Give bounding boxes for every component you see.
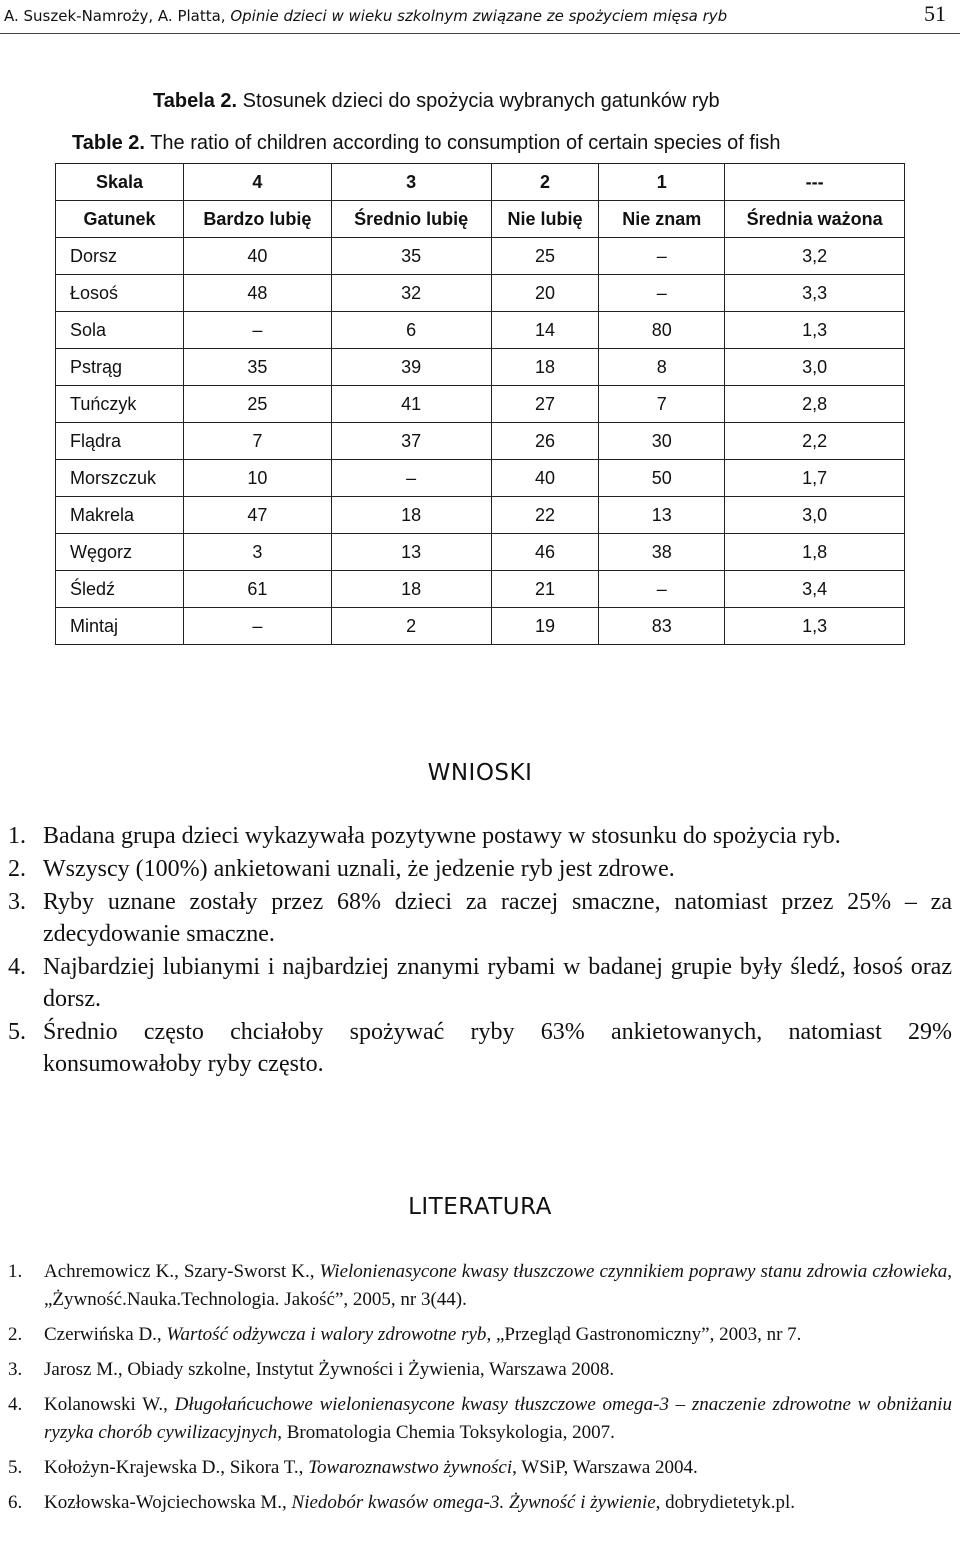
value-cell: 30 <box>599 423 725 460</box>
value-cell: 2 <box>331 608 491 645</box>
value-cell: – <box>183 608 331 645</box>
reference-source: , „Przegląd Gastronomiczny”, 2003, nr 7. <box>486 1324 802 1345</box>
value-cell: 7 <box>599 386 725 423</box>
value-cell: 2,2 <box>725 423 905 460</box>
table-row <box>56 534 905 571</box>
value-cell: 61 <box>183 571 331 608</box>
value-cell: 27 <box>491 386 599 423</box>
references-heading: LITERATURA <box>408 1194 552 1220</box>
value-cell: 3,2 <box>725 238 905 275</box>
table-title-pl: Stosunek dzieci do spożycia wybranych gatunków ryb <box>237 90 720 112</box>
value-cell: 22 <box>491 497 599 534</box>
value-cell: 3,0 <box>725 349 905 386</box>
reference-title: Towaroznawstwo żywności <box>308 1457 513 1478</box>
table-row <box>56 349 905 386</box>
header-cell: 3 <box>331 164 491 201</box>
conclusion-number: 5. <box>8 1019 26 1045</box>
value-cell: 19 <box>491 608 599 645</box>
reference-title: Długołańcuchowe wielonienasycone kwasy tłuszczowe omega-3 – znaczenie zdrowotne w obniżaniu ryzyka chorób cywilizacyjnych <box>44 1394 952 1443</box>
value-cell: 32 <box>331 275 491 312</box>
value-cell: – <box>183 312 331 349</box>
value-cell: 1,3 <box>725 312 905 349</box>
reference-item <box>8 1356 952 1384</box>
reference-item <box>8 1454 952 1482</box>
reference-item <box>8 1321 952 1349</box>
value-cell: 40 <box>183 238 331 275</box>
reference-number: 4. <box>8 1394 23 1415</box>
conclusion-text: Najbardziej lubianymi i najbardziej znanymi rybami w badanej grupie były śledź, łosoś oraz dorsz. <box>43 954 952 1012</box>
table-row <box>56 238 905 275</box>
value-cell: – <box>331 460 491 497</box>
reference-authors: Kozłowska-Wojciechowska M., <box>44 1492 292 1513</box>
running-head-title: Opinie dzieci w wieku szkolnym związane ze spożyciem mięsa ryb <box>230 7 728 25</box>
conclusion-item <box>8 951 952 1015</box>
conclusion-number: 1. <box>8 823 26 849</box>
value-cell: 3 <box>183 534 331 571</box>
table-row <box>56 497 905 534</box>
references-list <box>8 1258 952 1524</box>
reference-authors: Kołożyn-Krajewska D., Sikora T., <box>44 1457 309 1478</box>
value-cell: 18 <box>331 497 491 534</box>
reference-authors: Kolanowski W., <box>44 1394 175 1415</box>
header-cell: --- <box>725 164 905 201</box>
conclusion-text: Wszyscy (100%) ankietowani uznali, że jedzenie ryb jest zdrowe. <box>43 856 675 882</box>
conclusion-number: 4. <box>8 954 26 980</box>
value-cell: 14 <box>491 312 599 349</box>
reference-item <box>8 1391 952 1447</box>
reference-authors: Jarosz M., <box>44 1359 128 1380</box>
value-cell: 35 <box>183 349 331 386</box>
value-cell: 26 <box>491 423 599 460</box>
table-label-pl: Tabela 2. <box>153 90 238 112</box>
reference-source: , dobrydietetyk.pl. <box>655 1492 795 1513</box>
header-cell: Nie znam <box>599 201 725 238</box>
conclusion-text: Badana grupa dzieci wykazywała pozytywne postawy w stosunku do spożycia ryb. <box>43 823 841 849</box>
value-cell: 35 <box>331 238 491 275</box>
value-cell: 20 <box>491 275 599 312</box>
header-cell: 1 <box>599 164 725 201</box>
value-cell: 18 <box>491 349 599 386</box>
table-row <box>56 423 905 460</box>
header-cell: Średnia ważona <box>725 201 905 238</box>
value-cell: 37 <box>331 423 491 460</box>
species-cell: Morszczuk <box>56 460 184 497</box>
table-title-en: The ratio of children according to consumption of certain species of fish <box>145 132 781 154</box>
value-cell: 80 <box>599 312 725 349</box>
header-cell: Bardzo lubię <box>183 201 331 238</box>
value-cell: 48 <box>183 275 331 312</box>
header-cell: 2 <box>491 164 599 201</box>
species-cell: Pstrąg <box>56 349 184 386</box>
conclusion-text: Ryby uznane zostały przez 68% dzieci za raczej smaczne, natomiast przez 25% – za zdecydowanie smaczne. <box>43 889 952 947</box>
value-cell: 10 <box>183 460 331 497</box>
value-cell: 25 <box>183 386 331 423</box>
value-cell: – <box>599 571 725 608</box>
conclusions-list <box>8 820 952 1081</box>
header-cell: Średnio lubię <box>331 201 491 238</box>
value-cell: – <box>599 275 725 312</box>
conclusion-text: Średnio często chciałoby spożywać ryby 63% ankietowanych, natomiast 29% konsumowałoby ryby często. <box>43 1019 952 1077</box>
table-label-en: Table 2. <box>72 132 145 154</box>
value-cell: 40 <box>491 460 599 497</box>
value-cell: 47 <box>183 497 331 534</box>
value-cell: 13 <box>599 497 725 534</box>
value-cell: 7 <box>183 423 331 460</box>
table-row <box>56 608 905 645</box>
value-cell: 83 <box>599 608 725 645</box>
reference-source: , Bromatologia Chemia Toksykologia, 2007. <box>277 1422 615 1443</box>
value-cell: 6 <box>331 312 491 349</box>
value-cell: 1,8 <box>725 534 905 571</box>
conclusions-heading: WNIOSKI <box>427 760 533 786</box>
reference-title: Niedobór kwasów omega-3. Żywność i żywienie <box>291 1492 656 1513</box>
reference-title: Wartość odżywcza i walory zdrowotne ryb <box>166 1324 487 1345</box>
species-cell: Tuńczyk <box>56 386 184 423</box>
table-row <box>56 312 905 349</box>
value-cell: 2,8 <box>725 386 905 423</box>
conclusion-item <box>8 1016 952 1080</box>
reference-number: 5. <box>8 1457 23 1478</box>
fish-preference-table <box>55 163 905 645</box>
species-cell: Sola <box>56 312 184 349</box>
table-caption-pl <box>153 89 720 113</box>
table-row <box>56 386 905 423</box>
page-number: 51 <box>924 1 946 26</box>
running-head <box>4 1 952 30</box>
header-rule <box>0 33 960 34</box>
species-cell: Węgorz <box>56 534 184 571</box>
reference-source: , „Żywność.Nauka.Technologia. Jakość”, 2005, nr 3(44). <box>44 1261 952 1310</box>
header-cell: 4 <box>183 164 331 201</box>
value-cell: 18 <box>331 571 491 608</box>
value-cell: 3,4 <box>725 571 905 608</box>
table-row <box>56 571 905 608</box>
value-cell: 38 <box>599 534 725 571</box>
value-cell: 46 <box>491 534 599 571</box>
value-cell: 8 <box>599 349 725 386</box>
scale-row <box>56 164 905 201</box>
table-caption-en <box>72 131 781 155</box>
species-cell: Śledź <box>56 571 184 608</box>
reference-source: , WSiP, Warszawa 2004. <box>512 1457 698 1478</box>
reference-authors: Achremowicz K., Szary-Sworst K., <box>44 1261 320 1282</box>
value-cell: 41 <box>331 386 491 423</box>
value-cell: 3,0 <box>725 497 905 534</box>
column-header-row <box>56 201 905 238</box>
species-cell: Dorsz <box>56 238 184 275</box>
value-cell: – <box>599 238 725 275</box>
conclusion-item <box>8 886 952 950</box>
value-cell: 21 <box>491 571 599 608</box>
reference-number: 1. <box>8 1261 23 1282</box>
table-row <box>56 460 905 497</box>
table-row <box>56 275 905 312</box>
value-cell: 3,3 <box>725 275 905 312</box>
header-cell: Nie lubię <box>491 201 599 238</box>
reference-source: Obiady szkolne, Instytut Żywności i Żywienia, Warszawa 2008. <box>127 1359 615 1380</box>
conclusion-number: 3. <box>8 889 26 915</box>
header-cell: Skala <box>56 164 184 201</box>
header-cell: Gatunek <box>56 201 184 238</box>
species-cell: Flądra <box>56 423 184 460</box>
table-body <box>56 238 905 645</box>
reference-item <box>8 1258 952 1314</box>
reference-title: Wielonienasycone kwasy tłuszczowe czynnikiem poprawy stanu zdrowia człowieka <box>319 1261 948 1282</box>
reference-number: 3. <box>8 1359 23 1380</box>
value-cell: 1,3 <box>725 608 905 645</box>
running-head-authors: A. Suszek-Namroży, A. Platta, <box>4 7 231 25</box>
value-cell: 39 <box>331 349 491 386</box>
value-cell: 13 <box>331 534 491 571</box>
value-cell: 1,7 <box>725 460 905 497</box>
value-cell: 50 <box>599 460 725 497</box>
reference-item <box>8 1489 952 1517</box>
species-cell: Makrela <box>56 497 184 534</box>
conclusion-number: 2. <box>8 856 26 882</box>
species-cell: Łosoś <box>56 275 184 312</box>
value-cell: 25 <box>491 238 599 275</box>
conclusion-item <box>8 853 952 885</box>
reference-authors: Czerwińska D., <box>44 1324 167 1345</box>
reference-number: 6. <box>8 1492 23 1513</box>
species-cell: Mintaj <box>56 608 184 645</box>
conclusion-item <box>8 820 952 852</box>
reference-number: 2. <box>8 1324 23 1345</box>
